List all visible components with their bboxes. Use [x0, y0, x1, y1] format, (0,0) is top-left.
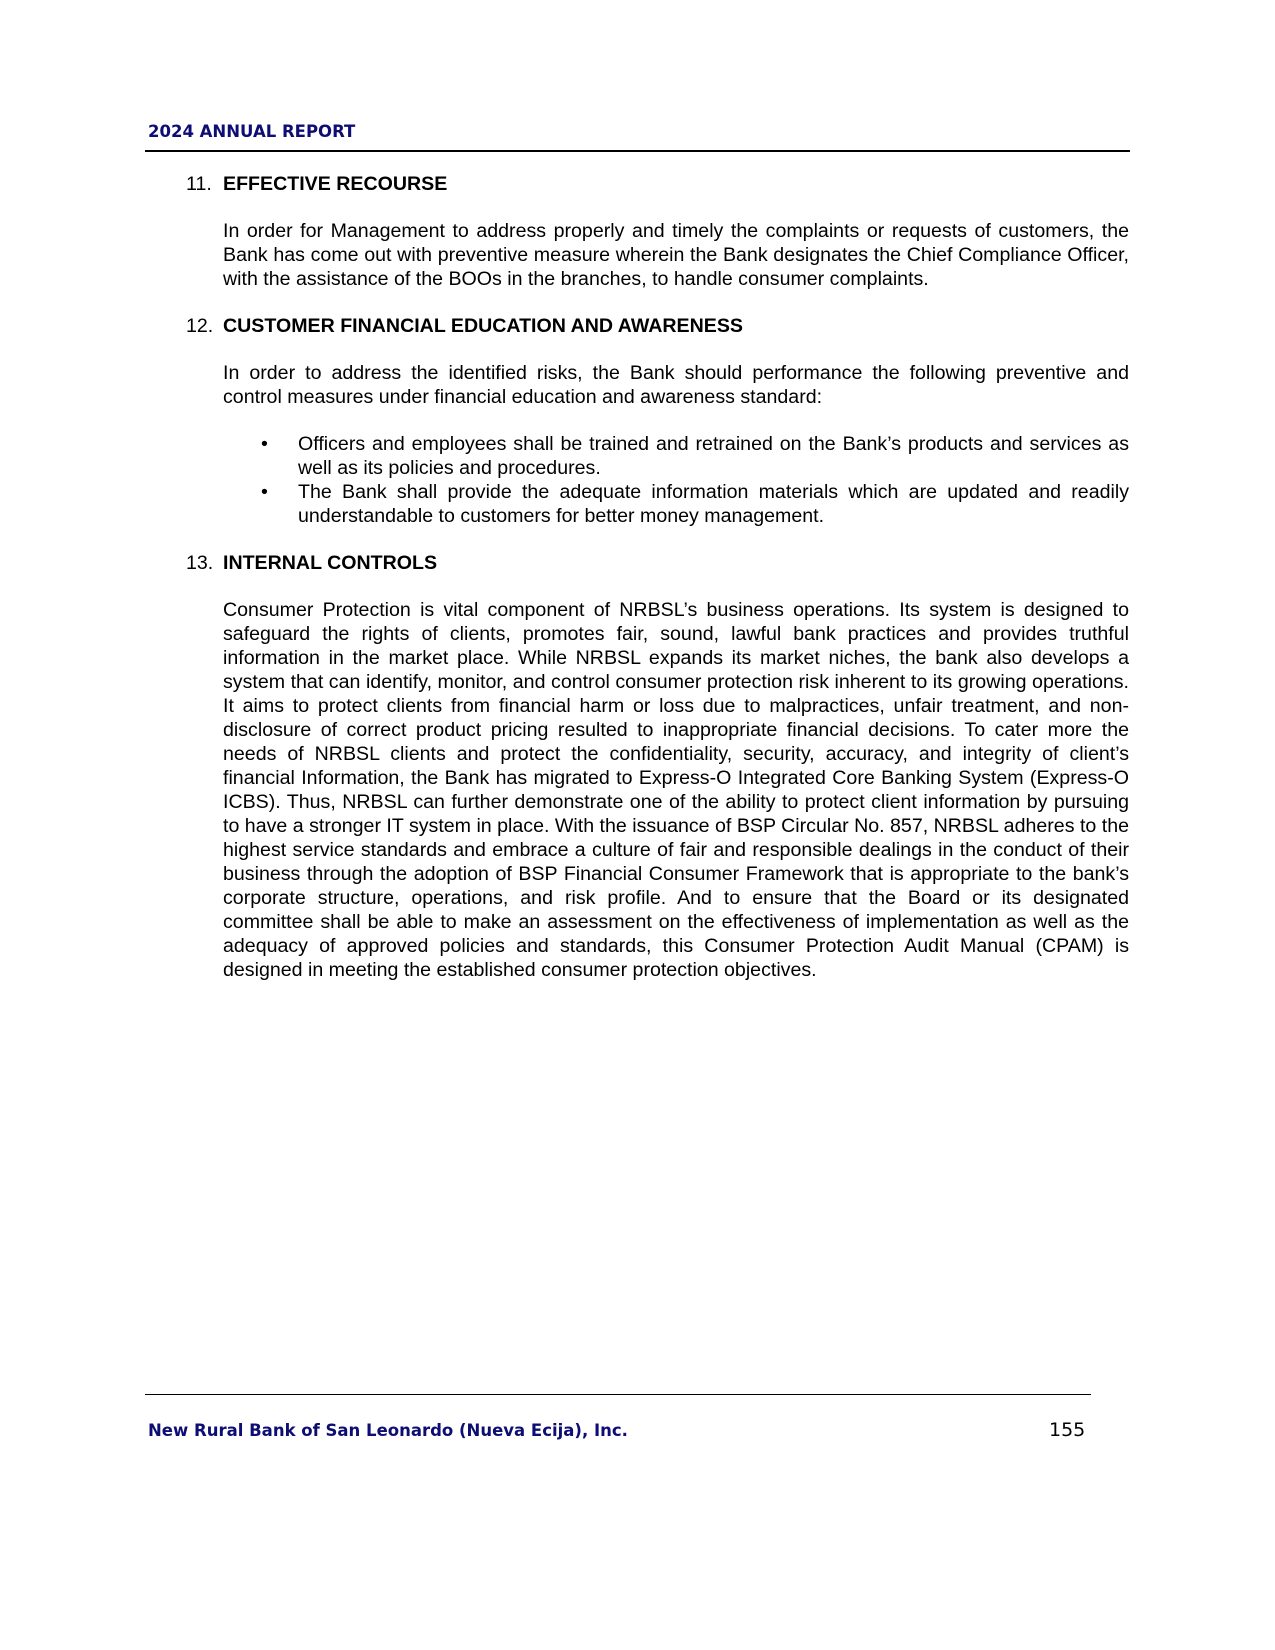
page-number: 155 — [1049, 1419, 1086, 1441]
section-title: CUSTOMER FINANCIAL EDUCATION AND AWARENESS — [223, 315, 743, 337]
section-number: 12. — [186, 315, 214, 337]
bullet-text: Officers and employees shall be trained and retrained on the Bank’s products and services as well as its policies and procedures. — [298, 433, 1129, 479]
header-divider — [145, 150, 1130, 152]
bullet-item — [223, 432, 1129, 480]
bullet-text: The Bank shall provide the adequate information materials which are updated and readily understandable to customers for better money management. — [298, 481, 1129, 527]
bullet-icon: • — [261, 481, 268, 503]
section-number: 13. — [186, 552, 214, 574]
page-content — [186, 172, 1129, 982]
section-paragraph: Consumer Protection is vital component of NRBSL’s business operations. Its system is designed to safeguard the rights of clients, promotes fair, sound, lawful bank practices and provides truthful information in the market place. While NRBSL expands its market niches, the bank also develops a system that can identify, monitor, and control consumer protection risk inherent to its growing operations. It aims to protect clients from financial harm or loss due to malpractices, unfair treatment, and non- disclosure of correct product pricing resulted to inappropriate financial decisions. To cater more the needs of NRBSL clients and protect the confidentiality, security, accuracy, and integrity of client’s financial Information, the Bank has migrated to Express-O Integrated Core Banking System (Express-O ICBS). Thus, NRBSL can further demonstrate one of the ability to protect client information by pursuing to have a stronger IT system in place. With the issuance of BSP Circular No. 857, NRBSL adheres to the highest service standards and embrace a culture of fair and responsible dealings in the conduct of their business through the adoption of BSP Financial Consumer Framework that is appropriate to the bank’s corporate structure, operations, and risk profile. And to ensure that the Board or its designated committee shall be able to make an assessment on the effectiveness of implementation as well as the adequacy of approved policies and standards, this Consumer Protection Audit Manual (CPAM) is designed in meeting the established consumer protection objectives. — [223, 599, 1129, 981]
footer-divider — [145, 1394, 1091, 1395]
bullet-list — [223, 432, 1129, 528]
section-heading — [186, 314, 1129, 338]
section-internal-controls — [186, 551, 1129, 982]
section-paragraph: In order for Management to address properly and timely the complaints or requests of customers, the Bank has come out with preventive measure wherein the Bank designates the Chief Compliance Officer, with the assistance of the BOOs in the branches, to handle consumer complaints. — [223, 220, 1129, 290]
bullet-item — [223, 480, 1129, 528]
section-effective-recourse — [186, 172, 1129, 291]
section-customer-financial-education — [186, 314, 1129, 528]
bullet-icon: • — [261, 433, 268, 455]
footer-bank-name: New Rural Bank of San Leonardo (Nueva Ecija), Inc. — [148, 1421, 628, 1440]
section-heading — [186, 551, 1129, 575]
section-title: EFFECTIVE RECOURSE — [223, 173, 448, 195]
section-title: INTERNAL CONTROLS — [223, 552, 438, 574]
section-paragraph: In order to address the identified risks, the Bank should performance the following preventive and control measures under financial education and awareness standard: — [223, 362, 1129, 408]
section-heading — [186, 172, 1129, 196]
section-number: 11. — [186, 173, 212, 195]
report-header-title: 2024 ANNUAL REPORT — [148, 122, 356, 141]
